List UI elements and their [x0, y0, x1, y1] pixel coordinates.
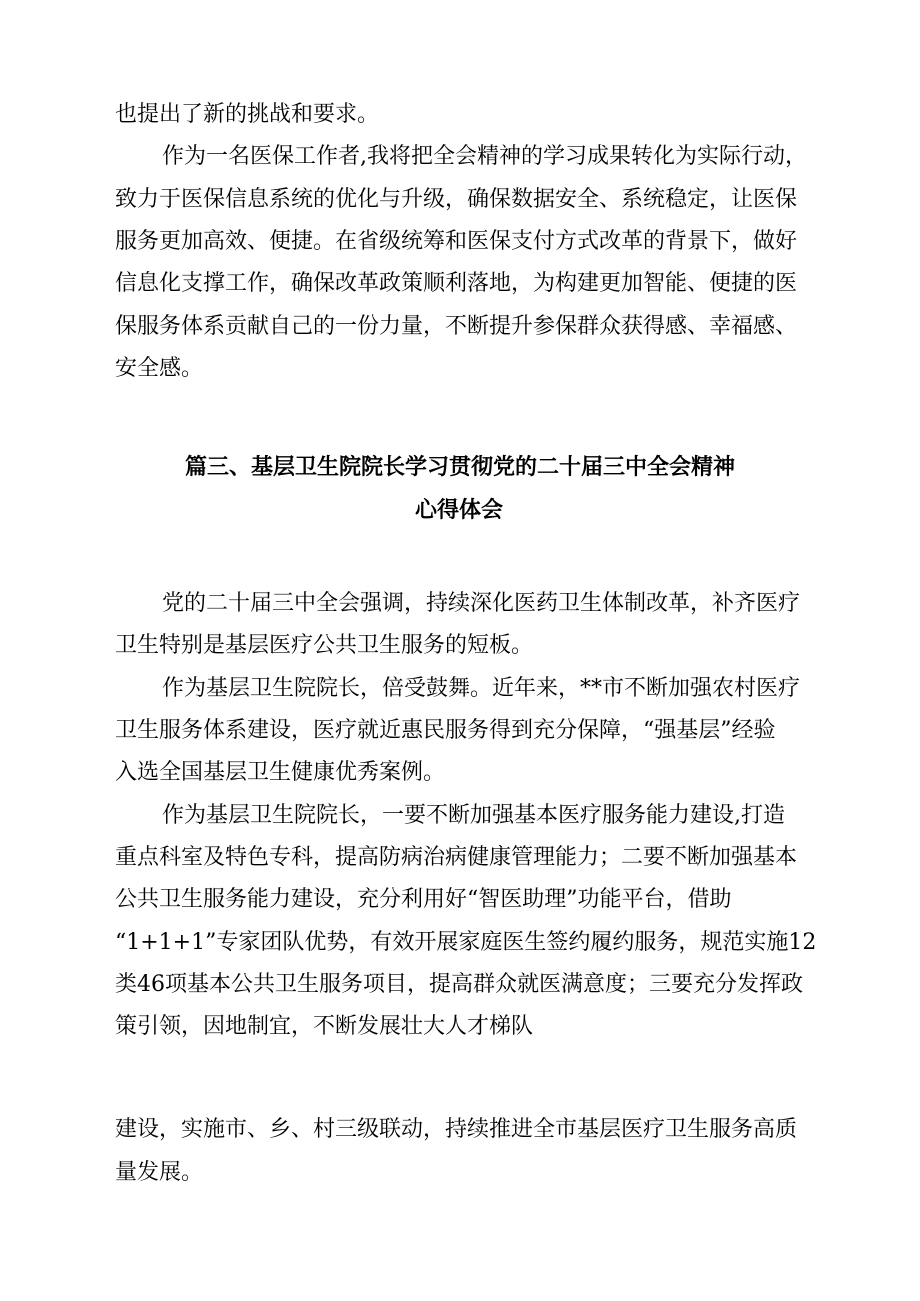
line-text: 信息化支撑工作，确保改革政策顺利落地，为构建更加智能、便捷的医 [115, 271, 798, 296]
line-text: 量发展。 [115, 1160, 204, 1185]
body-line [0, 970, 920, 1000]
body-line [0, 354, 920, 384]
section-title [0, 496, 920, 526]
body-line [0, 843, 920, 873]
line-text: 卫生服务体系建设，医疗就近惠民服务得到充分保障，“强基层”经验 [115, 718, 776, 743]
body-line [0, 885, 920, 915]
section-title-line-2: 心得体会 [415, 498, 504, 523]
line-text: 作为一名医保工作者,我将把全会精神的学习成果转化为实际行动， [162, 144, 807, 169]
line-text: 致力于医保信息系统的优化与升级，确保数据安全、系统稳定，让医保 [115, 187, 798, 212]
line-text: 服务更加高效、便捷。在省级统筹和医保支付方式改革的背景下，做好 [115, 229, 798, 254]
line-text: “1+1+1”专家团队优势，有效开展家庭医生签约履约服务，规范实施12 [115, 930, 817, 955]
body-line [0, 142, 920, 172]
body-line [0, 1158, 920, 1188]
line-text: 党的二十届三中全会强调，持续深化医药卫生体制改革，补齐医疗 [162, 591, 801, 616]
line-text: 建设，实施市、乡、村三级联动，持续推进全市基层医疗卫生服务高质 [115, 1117, 798, 1142]
line-text: 策引领，因地制宜，不断发展壮大人才梯队 [115, 1014, 534, 1039]
body-line [0, 185, 920, 215]
body-line [0, 758, 920, 788]
line-text: 类46项基本公共卫生服务项目，提高群众就医满意度；三要充分发挥政 [115, 972, 803, 997]
body-line [0, 631, 920, 661]
body-line [0, 674, 920, 704]
line-text: 入选全国基层卫生健康优秀案例。 [115, 760, 446, 785]
line-text: 重点科室及特色专科，提高防病治病健康管理能力；二要不断加强基本 [115, 845, 798, 870]
line-text: 安全感。 [115, 356, 204, 381]
body-line [0, 716, 920, 746]
body-line [0, 100, 920, 130]
body-line [0, 801, 920, 831]
body-line [0, 1115, 920, 1145]
line-text: 卫生特别是基层医疗公共卫生服务的短板。 [115, 633, 534, 658]
section-title-line-1: 篇三、基层卫生院院长学习贯彻党的二十届三中全会精神 [185, 455, 736, 480]
body-line [0, 227, 920, 257]
line-text: 公共卫生服务能力建设，充分利用好“智医助理”功能平台，借助 [115, 887, 732, 912]
line-text: 作为基层卫生院院长，倍受鼓舞。近年来，**市不断加强农村医疗 [162, 676, 801, 701]
line-text: 也提出了新的挑战和要求。 [115, 102, 380, 127]
section-title [0, 453, 920, 483]
body-line [0, 1012, 920, 1042]
line-text: 保服务体系贡献自己的一份力量，不断提升参保群众获得感、幸福感、 [115, 314, 798, 339]
body-line [0, 269, 920, 299]
line-text: 作为基层卫生院院长，一要不断加强基本医疗服务能力建设,打造 [162, 803, 785, 828]
body-line [0, 312, 920, 342]
body-line [0, 928, 920, 958]
body-line [0, 589, 920, 619]
